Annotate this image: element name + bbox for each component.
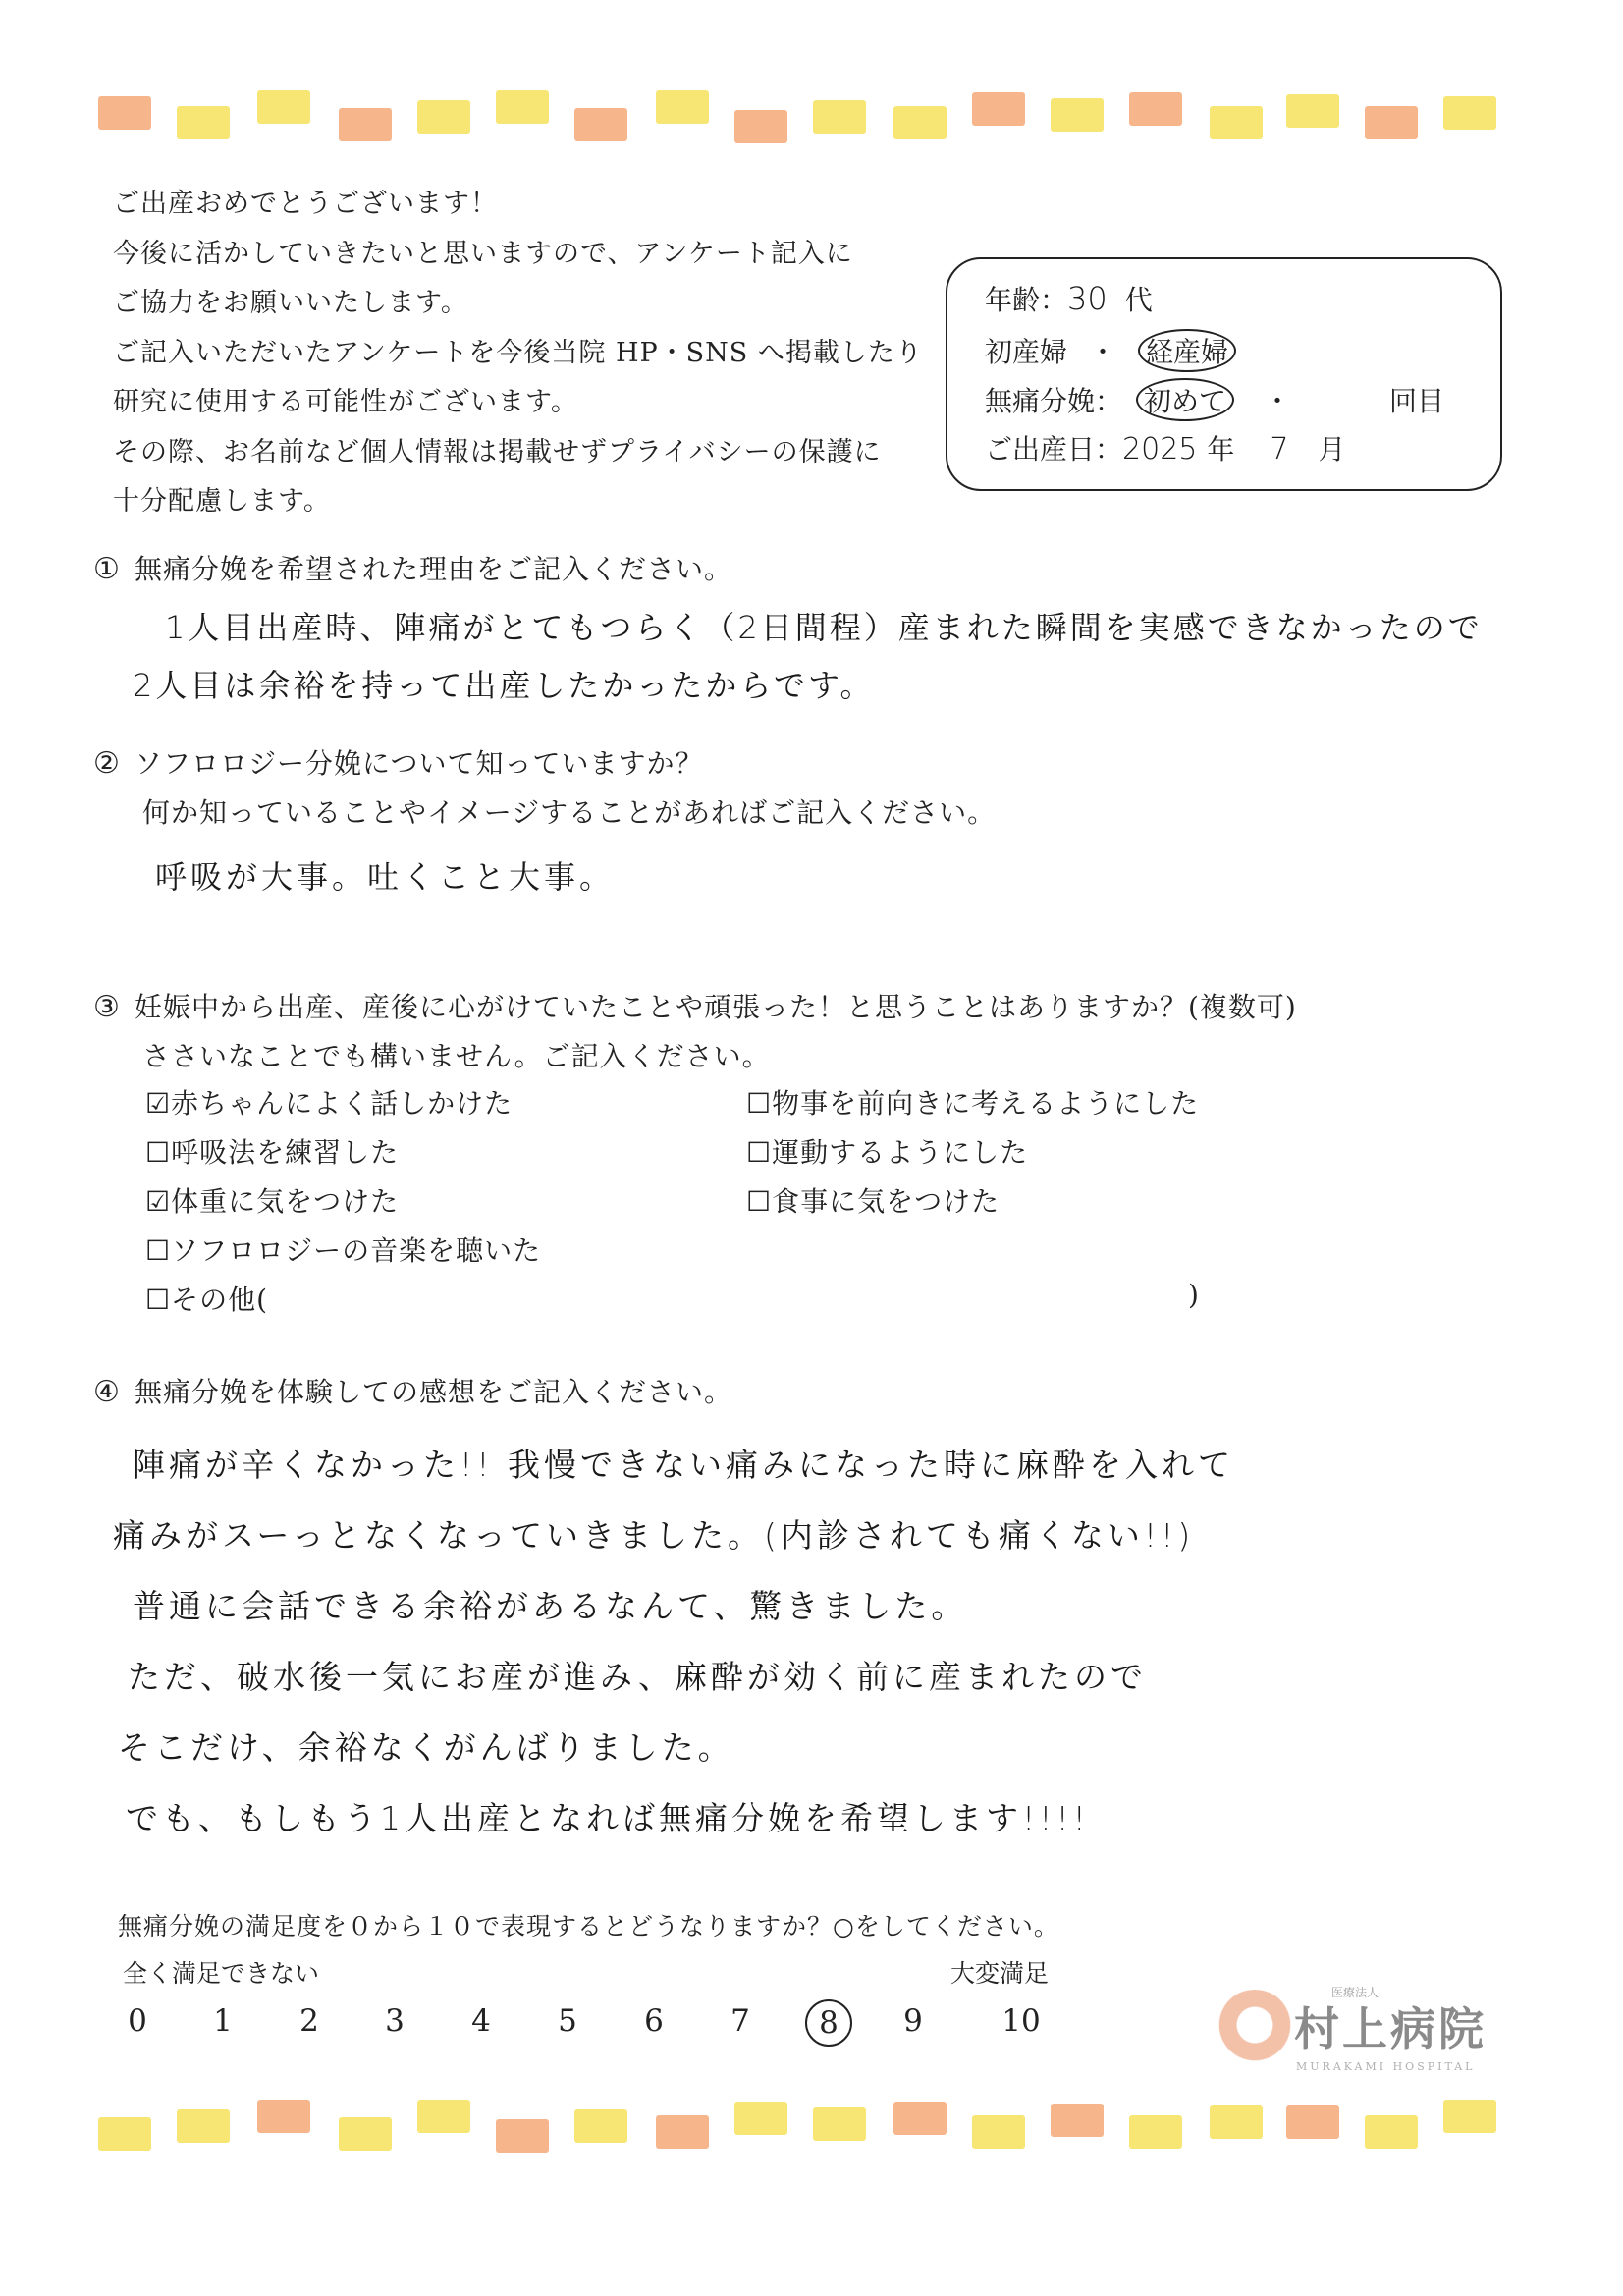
painless-row [985, 378, 1444, 421]
q1-answer-line[interactable]: 1人目出産時、陣痛がとてもつらく（2日間程）産まれた瞬間を実感できなかったので [165, 609, 1483, 646]
decorative-square [1129, 2115, 1182, 2149]
birth-date-row [985, 428, 1346, 467]
q4-answer-line[interactable]: 陣痛が辛くなかった!! 我慢できない痛みになった時に麻酔を入れて [133, 1446, 1234, 1484]
option-exercise[interactable] [746, 1131, 1028, 1171]
scale-option[interactable]: 0 [128, 2003, 147, 2039]
decorative-square [496, 90, 549, 124]
intro-line: ご協力をお願いいたします。 [113, 288, 468, 318]
decorative-square [813, 100, 866, 134]
checkbox-checked-icon[interactable]: ☑ [145, 1185, 172, 1218]
decorative-square [893, 106, 947, 139]
scale-high-label: 大変満足 [950, 1959, 1050, 1988]
logo-subtitle: 医療法人 [1331, 1986, 1380, 1999]
age-unit: 代 [1124, 284, 1153, 316]
age-row [985, 279, 1153, 318]
month-unit: 月 [1318, 433, 1346, 465]
decorative-square [734, 110, 787, 143]
decorative-square [1443, 2100, 1496, 2133]
decorative-square [417, 100, 470, 134]
question-number: ③ [93, 990, 121, 1024]
logo-english-name: MURAKAMI HOSPITAL [1296, 2060, 1476, 2073]
decorative-square [1051, 98, 1104, 132]
hospital-logo [1216, 1984, 1490, 2082]
checkbox-icon[interactable]: ☐ [145, 1234, 172, 1267]
decorative-square [417, 2100, 470, 2133]
decorative-square [1129, 92, 1182, 126]
decorative-square [177, 2109, 230, 2143]
decorative-square [972, 2115, 1025, 2149]
q1-answer-line[interactable]: 2人目は余裕を持って出産したかったからです。 [133, 667, 875, 704]
question-3 [93, 986, 1297, 1025]
scale-option[interactable]: 9 [903, 2003, 923, 2039]
question-number: ④ [93, 1375, 121, 1409]
scale-low-label: 全く満足できない [123, 1959, 320, 1988]
mother-baby-logo-icon [1216, 1990, 1294, 2068]
parity-multipara-circled[interactable]: 経産婦 [1138, 329, 1236, 372]
option-diet-care[interactable] [746, 1180, 1000, 1220]
question-1 [93, 548, 732, 587]
option-label: 物事を前向きに考えるようにした [772, 1087, 1200, 1120]
intro-line: 十分配慮します。 [113, 486, 331, 517]
option-other-close-paren: ) [1188, 1279, 1200, 1311]
scale-option[interactable]: 7 [730, 2003, 750, 2039]
intro-line: ご出産おめでとうございます！ [113, 189, 498, 219]
decorative-square [98, 96, 151, 130]
logo-name: 村上病院 [1294, 2002, 1487, 2055]
q4-answer-line[interactable]: 痛みがスーっとなくなっていきました。(内診されても痛くない!!) [113, 1516, 1195, 1555]
intro-line: 今後に活かしていきたいと思いますので、アンケート記入に [113, 238, 853, 269]
checkbox-icon[interactable]: ☐ [746, 1136, 773, 1169]
decorative-square [496, 2119, 549, 2153]
decorative-square [656, 2115, 709, 2149]
decorative-square [1051, 2104, 1104, 2137]
satisfaction-question: 無痛分娩の満足度を０から１０で表現するとどうなりますか？○をしてください。 [118, 1912, 1059, 1941]
birth-date-label: ご出産日： [985, 433, 1123, 465]
option-sophrology-music[interactable] [145, 1230, 541, 1269]
scale-option-selected[interactable]: 8 [805, 1999, 852, 2047]
painless-label: 無痛分娩： [985, 385, 1123, 417]
decorative-square [972, 92, 1025, 126]
scale-option[interactable]: 1 [213, 2003, 233, 2039]
decorative-square [98, 2117, 151, 2151]
scale-option[interactable]: 2 [299, 2003, 319, 2039]
q4-answer-line[interactable]: 普通に会話できる余裕があるなんて、驚きました。 [133, 1587, 968, 1625]
question-3-subtext: ささいなことでも構いません。ご記入ください。 [142, 1040, 771, 1072]
question-2 [93, 742, 703, 782]
option-label: 赤ちゃんによく話しかけた [171, 1087, 514, 1120]
parity-row [985, 329, 1236, 372]
decorative-square [656, 90, 709, 124]
option-label: 食事に気をつけた [772, 1185, 1001, 1218]
decorative-square [574, 108, 627, 141]
scale-option[interactable]: 4 [471, 2003, 491, 2039]
intro-line: その際、お名前など個人情報は掲載せずプライバシーの保護に [113, 436, 882, 467]
decorative-square [177, 106, 230, 139]
decorative-square [574, 2109, 627, 2143]
age-value[interactable]: 30 [1067, 280, 1108, 317]
respondent-info-box [946, 257, 1502, 491]
q4-answer-line[interactable]: そこだけ、余裕なくがんばりました。 [118, 1728, 734, 1767]
option-label: その他( [171, 1284, 269, 1316]
scale-option[interactable]: 10 [1001, 2003, 1041, 2039]
intro-line: ご記入いただいたアンケートを今後当院 HP・SNS へ掲載したり [113, 337, 923, 368]
scale-option[interactable]: 3 [385, 2003, 405, 2039]
separator-dot: ・ [1264, 385, 1292, 417]
checkbox-icon[interactable]: ☐ [746, 1185, 773, 1218]
checkbox-checked-icon[interactable]: ☑ [145, 1087, 172, 1120]
decorative-square [1210, 2105, 1263, 2139]
question-number: ① [93, 552, 121, 586]
question-text: ソフロロジー分娩について知っていますか？ [135, 747, 704, 780]
age-label: 年齢： [985, 284, 1068, 316]
option-label: 呼吸法を練習した [171, 1136, 400, 1169]
decorative-square [1443, 96, 1496, 130]
q4-answer-line[interactable]: でも、もしもう1人出産となれば無痛分娩を希望します!!!! [126, 1799, 1090, 1837]
decorative-border-bottom [0, 2096, 1623, 2155]
decorative-square [893, 2102, 947, 2135]
decorative-square [339, 108, 392, 141]
checkbox-icon[interactable]: ☐ [145, 1136, 172, 1169]
question-text: 無痛分娩を体験しての感想をご記入ください。 [135, 1376, 733, 1408]
decorative-square [257, 90, 310, 124]
option-label: 運動するようにした [772, 1136, 1029, 1169]
scale-option[interactable]: 5 [558, 2003, 577, 2039]
option-breathing-practice[interactable] [145, 1131, 399, 1171]
decorative-border-top [0, 86, 1623, 145]
checkbox-icon[interactable]: ☐ [746, 1087, 773, 1120]
painless-first-circled[interactable]: 初めて [1136, 378, 1234, 421]
question-text: 妊娠中から出産、産後に心がけていたことや頑張った！と思うことはありますか？(複数可) [135, 991, 1297, 1023]
scale-option[interactable]: 6 [644, 2003, 664, 2039]
option-talk-to-baby[interactable] [145, 1082, 513, 1121]
q4-answer-line[interactable]: ただ、破水後一気にお産が進み、麻酔が効く前に産まれたので [128, 1658, 1147, 1696]
decorative-square [1286, 94, 1339, 128]
intro-text [113, 180, 923, 527]
decorative-square [734, 2102, 787, 2135]
decorative-square [813, 2107, 866, 2141]
question-2-subtext: 何か知っていることやイメージすることがあればご記入ください。 [142, 796, 997, 829]
option-other[interactable] [145, 1279, 268, 1318]
question-4 [93, 1371, 732, 1410]
decorative-square [1286, 2105, 1339, 2139]
decorative-square [339, 2117, 392, 2151]
option-weight-care[interactable] [145, 1180, 399, 1220]
decorative-square [1365, 2115, 1418, 2149]
option-label: ソフロロジーの音楽を聴いた [171, 1234, 542, 1267]
decorative-square [1365, 106, 1418, 139]
decorative-square [257, 2100, 310, 2133]
birth-year-value[interactable]: 2025 [1122, 432, 1198, 466]
parity-primipara[interactable]: 初産婦 [985, 336, 1068, 368]
intro-line: 研究に使用する可能性がございます。 [113, 387, 578, 417]
option-positive-thinking[interactable] [746, 1082, 1199, 1121]
option-label: 体重に気をつけた [171, 1185, 400, 1218]
question-number: ② [93, 746, 121, 781]
q2-answer[interactable]: 呼吸が大事。吐くこと大事。 [155, 858, 616, 896]
checkbox-icon[interactable]: ☐ [145, 1284, 172, 1316]
decorative-square [1210, 106, 1263, 139]
painless-times-label[interactable]: 回目 [1389, 385, 1445, 417]
birth-month-value[interactable]: 7 [1270, 432, 1289, 466]
question-text: 無痛分娩を希望された理由をご記入ください。 [135, 553, 733, 585]
year-unit: 年 [1207, 433, 1235, 465]
separator-dot: ・ [1089, 336, 1117, 368]
